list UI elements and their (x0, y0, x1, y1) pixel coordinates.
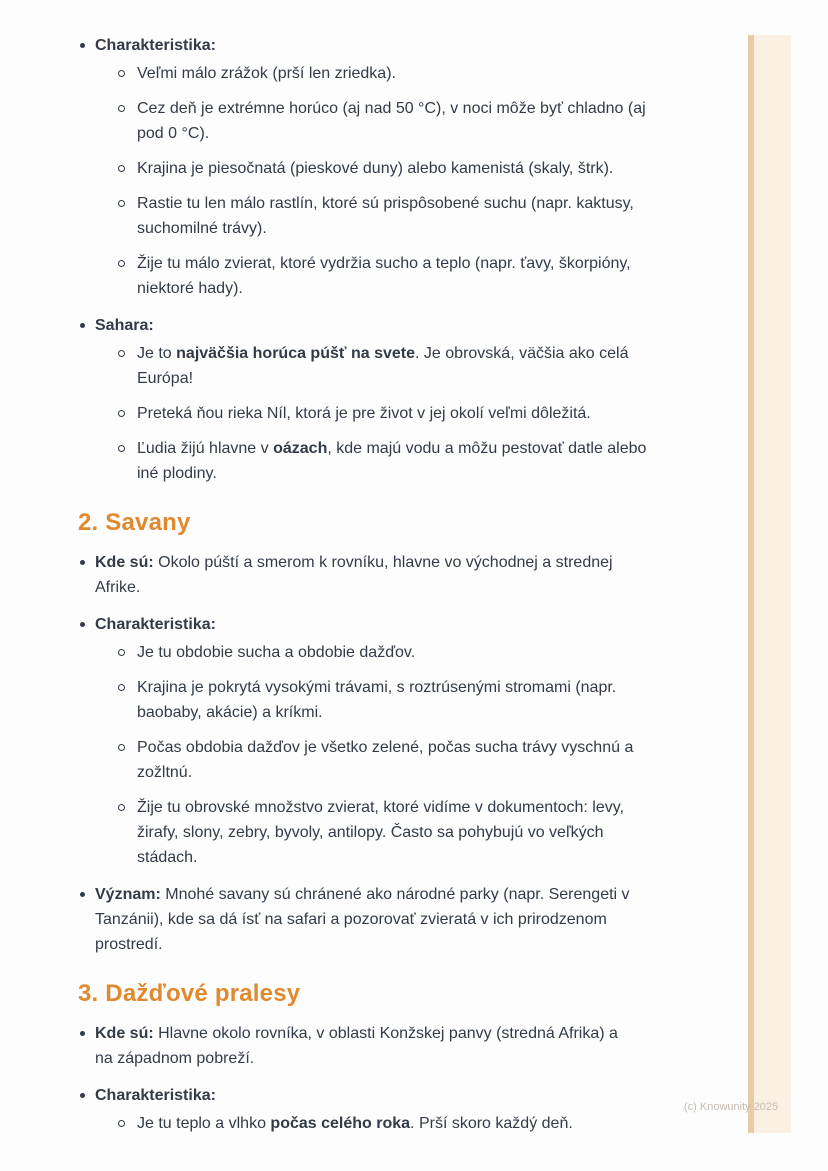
bold-text: Význam: (95, 886, 161, 903)
sub-bullet-item (78, 341, 740, 391)
text-segment: Krajina je piesočnatá (pieskové duny) alebo kamenistá (skaly, štrk). (137, 160, 614, 177)
text-segment: Počas obdobia dažďov je všetko zelené, počas sucha trávy vyschnú a (137, 739, 634, 756)
text-segment: Preteká ňou rieka Níl, ktorá je pre život v jej okolí veľmi dôležitá. (137, 405, 591, 422)
bullet-circle-icon (118, 260, 125, 267)
sub-bullet-item (78, 1111, 740, 1136)
bold-text: Charakteristika: (95, 37, 216, 54)
bold-text: počas celého roka (270, 1115, 411, 1132)
text-segment: Európa! (137, 370, 194, 387)
text-segment: Okolo púští a smerom k rovníku, hlavne vo východnej a strednej (153, 554, 613, 571)
text-segment: Rastie tu len málo rastlín, ktoré sú prispôsobené suchu (napr. kaktusy, (137, 195, 634, 212)
bullet-item (78, 612, 740, 637)
text-segment: pod 0 °C). (137, 125, 210, 142)
text-segment: Hlavne okolo rovníka, v oblasti Konžskej panvy (stredná Afrika) a (153, 1025, 618, 1042)
text-segment: Je tu teplo a vlhko (137, 1115, 271, 1132)
bullet-text (137, 401, 740, 426)
bullet-dot-icon (80, 1093, 85, 1098)
bullet-item (78, 550, 740, 600)
bullet-text (95, 882, 740, 957)
text-segment: 2. Savany (78, 509, 191, 536)
bullet-text (137, 1111, 740, 1136)
bullet-item (78, 1083, 740, 1108)
text-segment: žirafy, slony, zebry, byvoly, antilopy. Často sa pohybujú vo veľkých (137, 824, 604, 841)
text-segment: Veľmi málo zrážok (prší len zriedka). (137, 65, 396, 82)
sub-bullet-item (78, 251, 740, 301)
text-segment: baobaby, akácie) a kríkmi. (137, 704, 323, 721)
bullet-text (95, 1083, 740, 1108)
text-segment: Afrike. (95, 579, 141, 596)
text-segment: Tanzánii), kde sa dá ísť na safari a pozorovať zvieratá v ich prirodzenom (95, 911, 607, 928)
sub-bullet-item (78, 436, 740, 486)
bold-text: Kde sú: (95, 1025, 154, 1042)
bold-text: oázach (273, 440, 328, 457)
bullet-circle-icon (118, 350, 125, 357)
section-heading (78, 508, 740, 538)
bullet-circle-icon (118, 70, 125, 77)
watermark: (c) Knowunity 2025 (684, 1101, 779, 1113)
bullet-text (137, 61, 740, 86)
sub-bullet-item (78, 735, 740, 785)
document-content (78, 33, 740, 1136)
sub-bullet-item (78, 156, 740, 181)
bullet-text (137, 341, 740, 391)
bullet-text (137, 436, 740, 486)
bullet-text (95, 1021, 740, 1071)
text-segment: Žije tu obrovské množstvo zvierat, ktoré vidíme v dokumentoch: levy, (137, 799, 625, 816)
bullet-circle-icon (118, 684, 125, 691)
text-segment: na západnom pobreží. (95, 1050, 255, 1067)
bullet-text (137, 156, 740, 181)
text-segment: Ľudia žijú hlavne v (137, 440, 274, 457)
bullet-circle-icon (118, 1120, 125, 1127)
bullet-item (78, 1021, 740, 1071)
text-segment: Je to (137, 345, 177, 362)
bullet-dot-icon (80, 43, 85, 48)
bullet-circle-icon (118, 105, 125, 112)
sub-bullet-item (78, 401, 740, 426)
text-segment: Mnohé savany sú chránené ako národné parky (napr. Serengeti v (160, 886, 630, 903)
bullet-circle-icon (118, 744, 125, 751)
bold-text: Kde sú: (95, 554, 154, 571)
bold-text: Charakteristika: (95, 1087, 216, 1104)
text-segment: Cez deň je extrémne horúco (aj nad 50 °C), v noci môže byť chladno (aj (137, 100, 646, 117)
bullet-item (78, 33, 740, 58)
text-segment: . Prší skoro každý deň. (410, 1115, 573, 1132)
sub-bullet-item (78, 96, 740, 146)
sub-bullet-item (78, 795, 740, 870)
bullet-circle-icon (118, 649, 125, 656)
bullet-text (95, 33, 740, 58)
bullet-dot-icon (80, 1031, 85, 1036)
text-segment: zožltnú. (137, 764, 193, 781)
bullet-text (137, 640, 740, 665)
bold-text: Sahara: (95, 317, 154, 334)
bullet-circle-icon (118, 410, 125, 417)
bullet-text (137, 191, 740, 241)
sub-bullet-item (78, 640, 740, 665)
bullet-circle-icon (118, 200, 125, 207)
section-heading (78, 979, 740, 1009)
bullet-circle-icon (118, 445, 125, 452)
bullet-text (95, 612, 740, 637)
right-margin-panel (754, 35, 791, 1133)
bullet-dot-icon (80, 323, 85, 328)
bold-text: najväčšia horúca púšť na svete (176, 345, 416, 362)
text-segment: 3. Dažďové pralesy (78, 980, 301, 1007)
bullet-item (78, 882, 740, 957)
bullet-text (137, 735, 740, 785)
bullet-circle-icon (118, 804, 125, 811)
text-segment: . Je obrovská, väčšia ako celá (415, 345, 629, 362)
bullet-text (95, 313, 740, 338)
bullet-dot-icon (80, 622, 85, 627)
bullet-dot-icon (80, 560, 85, 565)
bullet-circle-icon (118, 165, 125, 172)
bullet-text (137, 96, 740, 146)
text-segment: suchomilné trávy). (137, 220, 267, 237)
text-segment: Je tu obdobie sucha a obdobie dažďov. (137, 644, 416, 661)
sub-bullet-item (78, 191, 740, 241)
text-segment: Krajina je pokrytá vysokými trávami, s roztrúsenými stromami (napr. (137, 679, 617, 696)
text-segment: , kde majú vodu a môžu pestovať datle alebo (327, 440, 647, 457)
bullet-item (78, 313, 740, 338)
bullet-text (137, 795, 740, 870)
text-segment: stádach. (137, 849, 198, 866)
sub-bullet-item (78, 675, 740, 725)
bold-text: Charakteristika: (95, 616, 216, 633)
bullet-text (95, 550, 740, 600)
text-segment: niektoré hady). (137, 280, 243, 297)
text-segment: prostredí. (95, 936, 163, 953)
bullet-dot-icon (80, 892, 85, 897)
text-segment: Žije tu málo zvierat, ktoré vydržia sucho a teplo (napr. ťavy, škorpióny, (137, 255, 631, 272)
text-segment: iné plodiny. (137, 465, 217, 482)
sub-bullet-item (78, 61, 740, 86)
bullet-text (137, 251, 740, 301)
bullet-text (137, 675, 740, 725)
